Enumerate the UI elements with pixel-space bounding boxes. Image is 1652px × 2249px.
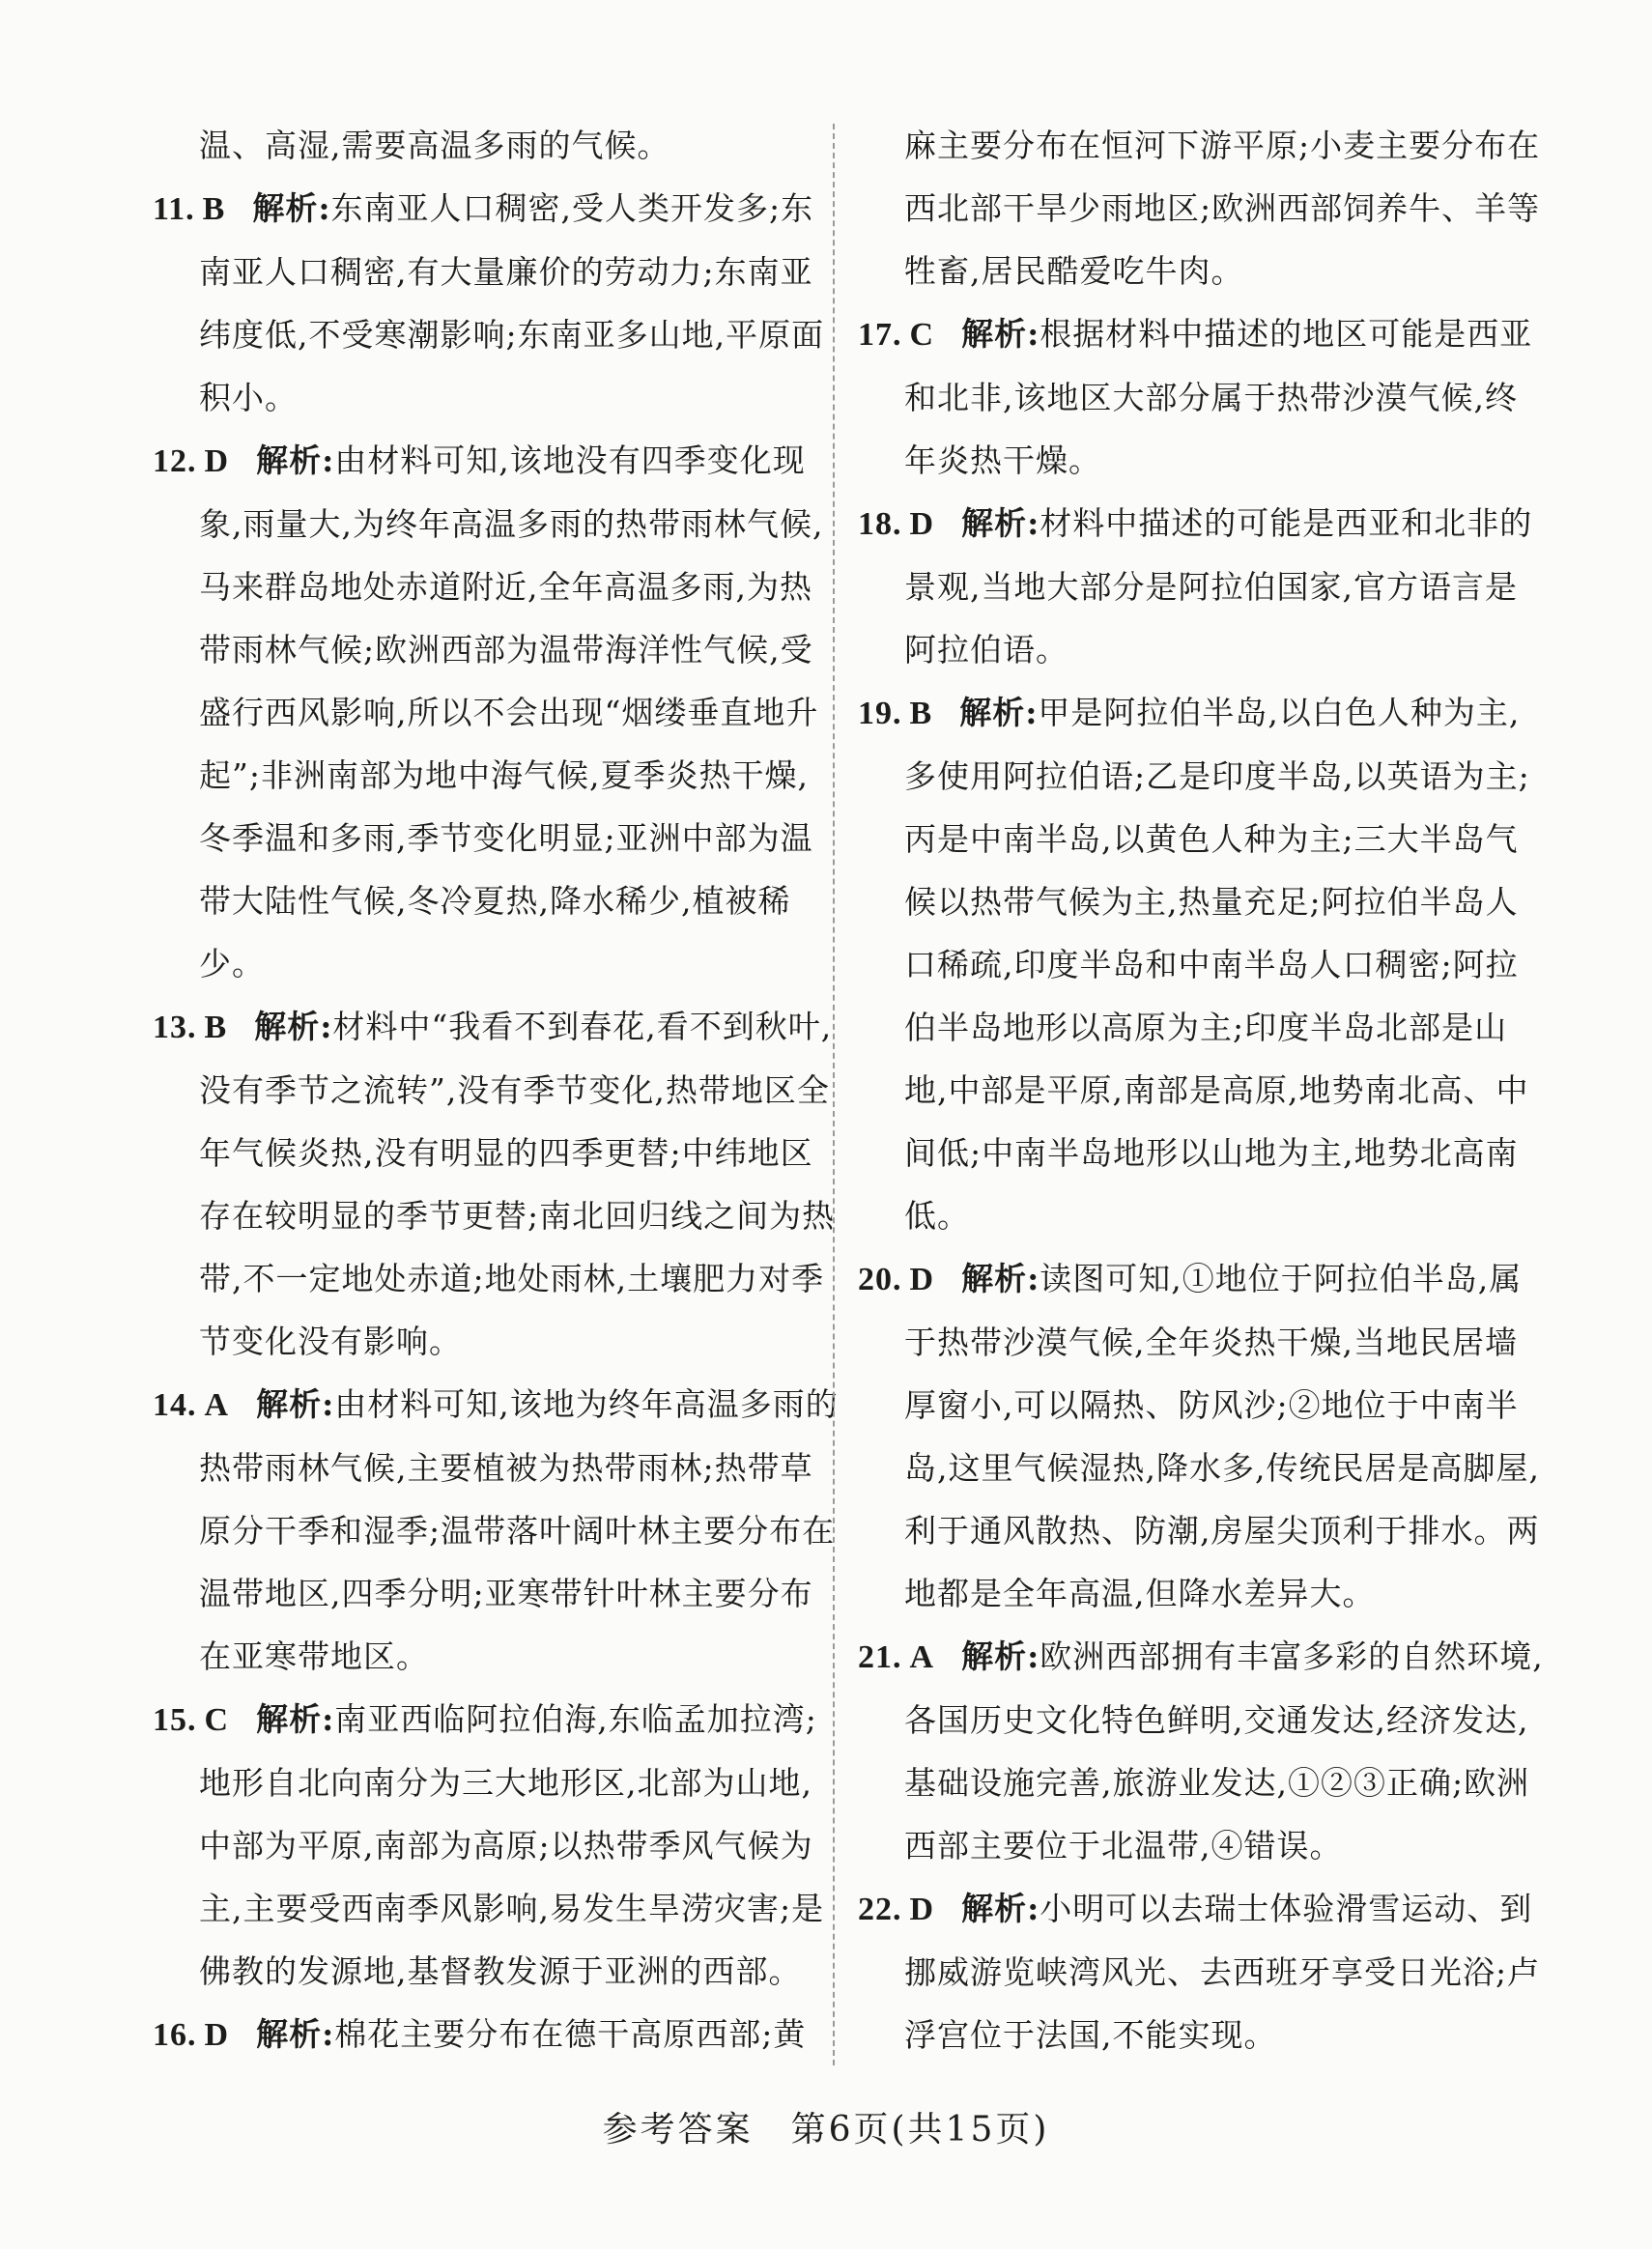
analysis-label: 解析: — [256, 1700, 335, 1738]
analysis-label: 解析: — [254, 1008, 333, 1045]
answer-letter: D — [909, 1262, 935, 1297]
question-number: 20. — [858, 1262, 902, 1297]
question-number: 21. — [858, 1639, 902, 1675]
answer-letter: A — [909, 1639, 935, 1675]
analysis-label: 解析: — [256, 2015, 335, 2053]
analysis-label: 解析: — [959, 694, 1039, 731]
analysis-text: 根据材料中描述的地区可能是西亚和北非,该地区大部分属于热带沙漠气候,终年炎热干燥。 — [904, 315, 1533, 479]
analysis-label: 解析: — [961, 315, 1040, 353]
analysis-text: 读图可知,①地位于阿拉伯半岛,属于热带沙漠气候,全年炎热干燥,当地民居墙厚窗小,可以隔热、防风沙;②地位于中南半岛,这里气候湿热,降水多,传统民居是高脚屋,利于通风散热、防潮,房屋尖顶利于排水。两地都是全年高温,但降水差异大。 — [904, 1260, 1540, 1612]
question-number: 22. — [858, 1892, 902, 1927]
analysis-text: 南亚西临阿拉伯海,东临孟加拉湾;地形自北向南分为三大地形区,北部为山地,中部为平原,南部为高原;以热带季风气候为主,主要受西南季风影响,易发生旱涝灾害;是佛教的发源地,基督教发源于亚洲的西部。 — [199, 1700, 825, 1990]
answer-letter: D — [204, 443, 230, 479]
analysis-text: 材料中描述的可能是西亚和北非的景观,当地大部分是阿拉伯国家,官方语言是阿拉伯语。 — [904, 504, 1533, 669]
analysis-label: 解析: — [256, 1385, 335, 1423]
question-number: 18. — [858, 506, 902, 542]
answer-letter: D — [204, 2017, 230, 2053]
analysis-text: 由材料可知,该地没有四季变化现象,雨量大,为终年高温多雨的热带雨林气候,马来群岛地处赤道附近,全年高温多雨,为热带雨林气候;欧洲西部为温带海洋性气候,受盛行西风影响,所以不会出现“烟缕垂直地升起”;非洲南部为地中海气候,夏季炎热干燥,冬季温和多雨,季节变化明显;亚洲中部为温带大陆性气候,冬冷夏热,降水稀少,植被稀少。 — [199, 441, 824, 982]
analysis-label: 解析: — [252, 189, 331, 227]
analysis-label: 解析: — [961, 1890, 1040, 1927]
answer-11 — [153, 177, 840, 429]
answer-20 — [858, 1247, 1546, 1625]
column-divider — [833, 124, 835, 2065]
answer-15 — [153, 1688, 840, 2003]
analysis-label: 解析: — [256, 441, 335, 479]
analysis-text: 棉花主要分布在德干高原西部;黄 — [334, 2015, 807, 2053]
question-number: 12. — [153, 443, 197, 479]
answer-letter: B — [202, 191, 226, 227]
answer-19 — [858, 681, 1546, 1247]
analysis-label: 解析: — [961, 504, 1040, 542]
answer-letter: C — [909, 317, 935, 353]
analysis-text: 材料中“我看不到春花,看不到秋叶,没有季节之流转”,没有季节变化,热带地区全年气候炎热,没有明显的四季更替;中纬地区存在较明显的季节更替;南北回归线之间为热带,不一定地处赤道;地处雨林,土壤肥力对季节变化没有影响。 — [199, 1008, 836, 1360]
analysis-text: 由材料可知,该地为终年高温多雨的热带雨林气候,主要植被为热带雨林;热带草原分干季和湿季;温带落叶阔叶林主要分布在温带地区,四季分明;亚寒带针叶林主要分布在亚寒带地区。 — [199, 1385, 839, 1675]
answer-letter: C — [204, 1702, 230, 1738]
analysis-text: 甲是阿拉伯半岛,以白色人种为主,多使用阿拉伯语;乙是印度半岛,以英语为主;丙是中南半岛,以黄色人种为主;三大半岛气候以热带气候为主,热量充足;阿拉伯半岛人口稀疏,印度半岛和中南半岛人口稠密;阿拉伯半岛地形以高原为主;印度半岛北部是山地,中部是平原,南部是高原,地势南北高、中间低;中南半岛地形以山地为主,地势北高南低。 — [904, 694, 1530, 1235]
answer-letter: B — [909, 696, 933, 731]
answer-letter: A — [204, 1387, 230, 1423]
analysis-label: 解析: — [961, 1260, 1040, 1297]
answer-14 — [153, 1373, 840, 1688]
answer-13 — [153, 995, 840, 1373]
question-number: 14. — [153, 1387, 197, 1423]
question-number: 16. — [153, 2017, 197, 2053]
analysis-label: 解析: — [961, 1637, 1040, 1675]
continued-answer-16: 麻主要分布在恒河下游平原;小麦主要分布在西北部干旱少雨地区;欧洲西部饲养牛、羊等牲畜,居民酷爱吃牛肉。 — [904, 127, 1541, 290]
analysis-text: 东南亚人口稠密,受人类开发多;东南亚人口稠密,有大量廉价的劳动力;东南亚纬度低,不受寒潮影响;东南亚多山地,平原面积小。 — [199, 189, 825, 416]
continued-answer-10: 温、高湿,需要高温多雨的气候。 — [199, 127, 670, 164]
question-number: 11. — [153, 191, 195, 227]
page-footer: 参考答案 第6页(共15页) — [602, 2110, 1050, 2149]
question-number: 17. — [858, 317, 902, 353]
answer-21 — [858, 1625, 1546, 1877]
left-column — [153, 114, 840, 2066]
answer-16 — [153, 2003, 840, 2066]
analysis-text: 小明可以去瑞士体验滑雪运动、到挪威游览峡湾风光、去西班牙享受日光浴;卢浮宫位于法国,不能实现。 — [904, 1890, 1541, 2054]
answer-22 — [858, 1877, 1546, 2066]
question-number: 15. — [153, 1702, 197, 1738]
answer-17 — [858, 302, 1546, 492]
right-column — [858, 114, 1546, 2066]
question-number: 19. — [858, 696, 902, 731]
analysis-text: 欧洲西部拥有丰富多彩的自然环境,各国历史文化特色鲜明,交通发达,经济发达,基础设施完善,旅游业发达,①②③正确;欧洲西部主要位于北温带,④错误。 — [904, 1637, 1544, 1865]
answer-letter: D — [909, 1892, 935, 1927]
answer-12 — [153, 429, 840, 995]
answer-18 — [858, 492, 1546, 681]
question-number: 13. — [153, 1010, 197, 1045]
answer-letter: D — [909, 506, 935, 542]
answer-letter: B — [204, 1010, 228, 1045]
